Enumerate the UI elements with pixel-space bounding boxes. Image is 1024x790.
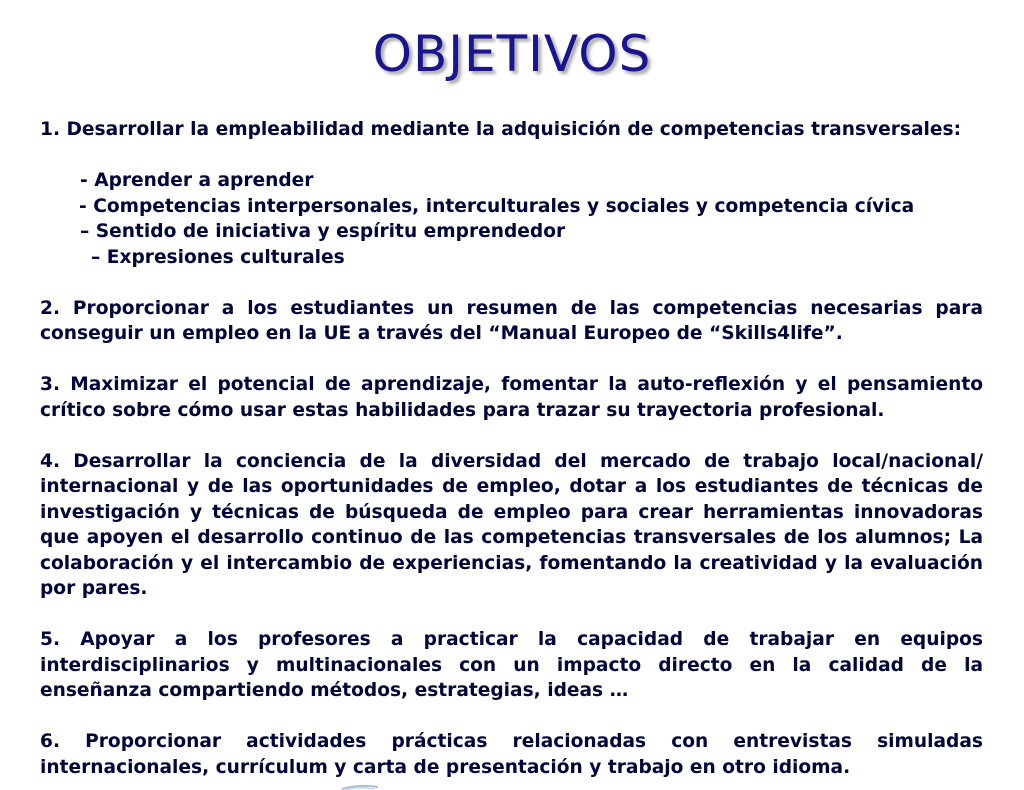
subitem-initiative: – Sentido de iniciativa y espíritu emprendedor [80,221,566,242]
objective-4: 4. Desarrollar la conciencia de la diversidad del mercado de trabajo local/nacional/ internacional y de las oportunidades de empleo, dotar a los estudiantes de técnicas de investigación y técnicas de búsqueda de empleo para crear herramientas innovadoras que apoyen el desarrollo continuo de las competencias transversales de los alumnos; La colaboración y el intercambio de experiencias, fomentando la creatividad y la evaluación por pares. [40,450,983,599]
subitem-cultural-expressions: – Expresiones culturales [91,246,345,268]
subitem-interpersonal-competences: - Competencias interpersonales, interculturales y sociales y competencia cívica [79,195,915,217]
objective-3: 3. Maximizar el potencial de aprendizaje, fomentar la auto-reflexión y el pensamiento crítico sobre cómo usar estas habilidades para trazar su trayectoria profesional. [40,374,983,421]
objective-5: 5. Apoyar a los profesores a practicar la capacidad de trabajar en equipos interdisciplinarios y multinacionales con un impacto directo en la calidad de la enseñanza compartiendo métodos, estrategias, ideas … [40,629,983,701]
objective-1: 1. Desarrollar la empleabilidad mediante la adquisición de competencias transversales: [40,119,962,140]
objective-1-subitems [40,168,983,270]
decorative-swoosh-icon [340,784,380,790]
objective-6: 6. Proporcionar actividades prácticas relacionadas con entrevistas simuladas internacionales, currículum y carta de presentación y trabajo en otro idioma. [40,731,983,778]
objectives-list [40,117,983,780]
subitem-learn-to-learn: - Aprender a aprender [80,170,314,191]
page-title: OBJETIVOS [372,25,652,83]
objective-2: 2. Proporcionar a los estudiantes un resumen de las competencias necesarias para conseguir un empleo en la UE a través del “Manual Europeo de “Skills4life”. [40,297,983,344]
